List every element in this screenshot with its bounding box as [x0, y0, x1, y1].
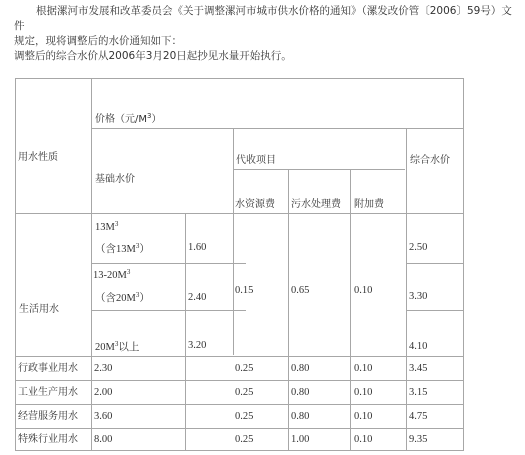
- row-resource-fee: 0.25: [235, 387, 254, 398]
- grid-line: [406, 128, 407, 450]
- grid-line: [185, 213, 186, 450]
- header-resource-fee: 水资源费: [235, 199, 275, 210]
- intro-line-2: 规定，现将调整后的水价通知如下：: [14, 35, 182, 47]
- grid-line: [233, 169, 405, 170]
- residential-sewage-fee: 0.65: [291, 285, 310, 296]
- grid-line: [91, 310, 246, 311]
- grid-line: [16, 428, 463, 429]
- row-sewage-fee: 0.80: [291, 363, 310, 374]
- grid-line: [288, 169, 289, 450]
- header-sewage-fee: 污水处理费: [291, 199, 341, 210]
- tier-3-total: 4.10: [409, 341, 428, 352]
- row-label: 工业生产用水: [18, 387, 78, 398]
- row-resource-fee: 0.25: [235, 363, 254, 374]
- grid-line: [16, 213, 463, 214]
- intro-line-1: 根据漯河市发展和改革委员会《关于调整漯河市城市供水价格的通知》（漯发改价管〔2006〕59号）文件: [14, 5, 512, 32]
- header-surcharge: 附加费: [354, 199, 384, 210]
- tier-1-price: 1.60: [188, 242, 207, 253]
- row-resource-fee: 0.25: [235, 411, 254, 422]
- header-water-type: 用水性质: [18, 152, 58, 163]
- tier-3-range: $20M^3$以上: [95, 340, 140, 353]
- row-label: 经营服务用水: [18, 411, 78, 422]
- tier-1-total: 2.50: [409, 242, 428, 253]
- grid-line: [91, 263, 246, 264]
- row-base-price: 8.00: [94, 434, 113, 445]
- grid-line: [91, 79, 92, 450]
- row-total: 3.45: [409, 363, 428, 374]
- grid-line: [233, 128, 234, 355]
- intro-text: [14, 4, 519, 64]
- tier-2-range: $13-20M^3$: [93, 268, 131, 281]
- residential-resource-fee: 0.15: [235, 285, 254, 296]
- tier-2-total: 3.30: [409, 291, 428, 302]
- row-surcharge: 0.10: [354, 363, 373, 374]
- row-total: 3.15: [409, 387, 428, 398]
- row-resource-fee: 0.25: [235, 434, 254, 445]
- water-price-table: [15, 78, 464, 451]
- grid-line: [406, 263, 463, 264]
- row-base-price: 2.00: [94, 387, 113, 398]
- intro-line-3: 调整后的综合水价从2006年3月20日起抄见水量开始执行。: [14, 50, 292, 62]
- grid-line: [406, 310, 463, 311]
- header-price-unit: 价格（元$/M^3$）: [95, 112, 162, 125]
- row-total: 4.75: [409, 411, 428, 422]
- row-label-residential: 生活用水: [19, 304, 59, 315]
- header-total-price: 综合水价: [410, 155, 450, 166]
- row-surcharge: 0.10: [354, 411, 373, 422]
- header-base-price: 基础水价: [95, 174, 135, 185]
- tier-1-range: $13M^3$: [95, 220, 119, 233]
- grid-line: [16, 380, 463, 381]
- tier-2-price: 2.40: [188, 292, 207, 303]
- row-label: 特殊行业用水: [18, 434, 78, 445]
- row-sewage-fee: 0.80: [291, 411, 310, 422]
- row-surcharge: 0.10: [354, 434, 373, 445]
- row-sewage-fee: 1.00: [291, 434, 310, 445]
- row-base-price: 3.60: [94, 411, 113, 422]
- row-sewage-fee: 0.80: [291, 387, 310, 398]
- row-surcharge: 0.10: [354, 387, 373, 398]
- tier-1-note: （含$13M^3$）: [95, 242, 150, 255]
- residential-surcharge: 0.10: [354, 285, 373, 296]
- row-label: 行政事业用水: [18, 363, 78, 374]
- tier-2-note: （含$20M^3$）: [95, 291, 150, 304]
- tier-3-price: 3.20: [188, 340, 207, 351]
- header-collection-items: 代收项目: [236, 155, 276, 166]
- grid-line: [16, 404, 463, 405]
- grid-line: [16, 356, 463, 357]
- row-total: 9.35: [409, 434, 428, 445]
- row-base-price: 2.30: [94, 363, 113, 374]
- grid-line: [91, 128, 463, 129]
- grid-line: [350, 169, 351, 450]
